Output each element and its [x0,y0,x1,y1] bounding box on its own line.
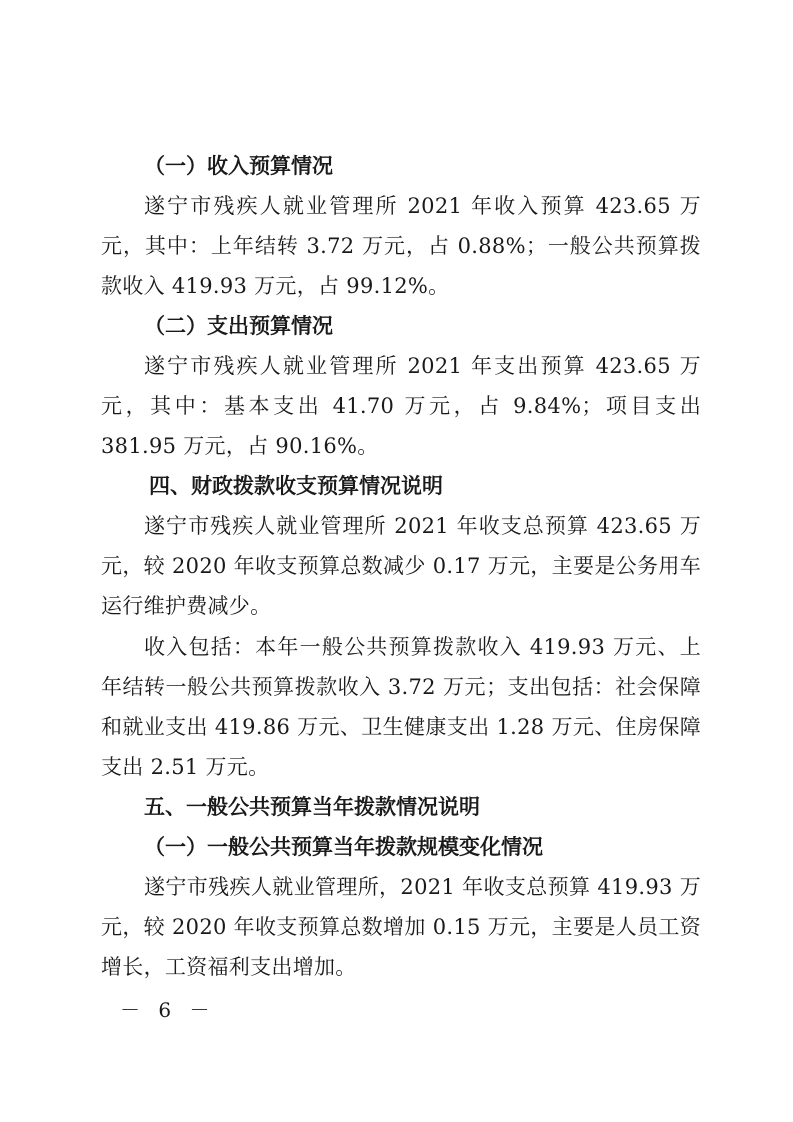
income-budget-paragraph: 遂宁市残疾人就业管理所 2021 年收入预算 423.65 万元，其中：上年结转 3.72 万元，占 0.88%；一般公共预算拨款收入 419.93 万元，占 99.12%。 [101,194,701,298]
fiscal-appropriation-paragraph-block [101,506,701,626]
section-heading-income: （一）收入预算情况 [144,154,333,178]
scale-change-paragraph: 遂宁市残疾人就业管理所，2021 年收支总预算 419.93 万元，较 2020 年收支预算总数增加 0.15 万元，主要是人员工资增长，工资福利支出增加。 [101,875,701,979]
section-heading-scale-change: （一）一般公共预算当年拨款规模变化情况 [144,835,543,859]
expense-budget-paragraph: 遂宁市残疾人就业管理所 2021 年支出预算 423.65 万元，其中：基本支出 41.70 万元，占 9.84%；项目支出 381.95 万元，占 90.16%。 [101,354,701,458]
scale-change-paragraph-block [101,867,701,987]
scale-change-section [101,827,701,867]
page-number: － 6 － [120,998,216,1022]
section-heading-general-public-budget: 五、一般公共预算当年拨款情况说明 [144,795,480,819]
expense-budget-paragraph-block [101,346,701,466]
fiscal-appropriation-paragraph: 遂宁市残疾人就业管理所 2021 年收支总预算 423.65 万元，较 2020 年收支预算总数减少 0.17 万元，主要是公务用车运行维护费减少。 [101,514,701,618]
income-expense-detail-paragraph: 收入包括：本年一般公共预算拨款收入 419.93 万元、上年结转一般公共预算拨款收入 3.72 万元；支出包括：社会保障和就业支出 419.86 万元、卫生健康支出 1.28 万元、住房保障支出 2.51 万元。 [101,635,701,779]
income-budget-paragraph-block [101,186,701,306]
expense-budget-section [101,306,701,346]
income-expense-detail-block [101,627,701,787]
section-heading-expense: （二）支出预算情况 [144,314,333,338]
income-budget-section [101,146,701,186]
section-heading-fiscal-appropriation: 四、财政拨款收支预算情况说明 [149,474,443,498]
general-public-budget-section [101,787,701,827]
fiscal-appropriation-section [101,466,701,506]
